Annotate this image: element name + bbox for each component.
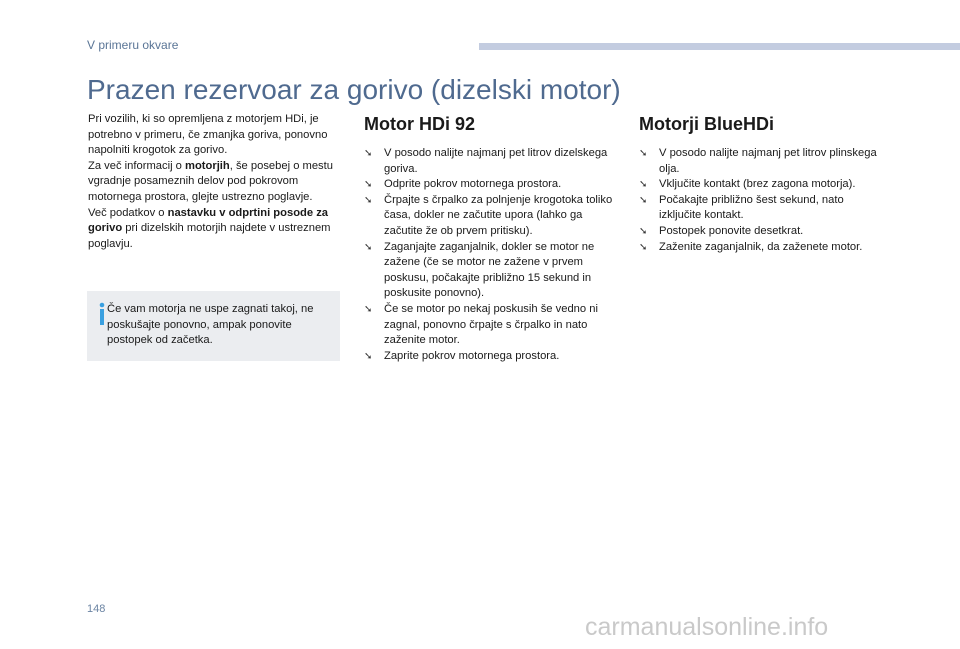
- note-text: Če vam motorja ne uspe zagnati takoj, ne poskušajte ponovno, ampak ponovite postopek od začetka.: [107, 303, 314, 347]
- page-number: 148: [87, 603, 106, 615]
- arrow-bullet-icon: ➘: [364, 350, 373, 362]
- arrow-bullet-icon: ➘: [364, 179, 373, 191]
- note-box: [87, 291, 340, 361]
- hdi92-heading: Motor HDi 92: [364, 114, 476, 134]
- list-item: [364, 240, 619, 302]
- bluehdi-column: [639, 113, 889, 255]
- arrow-bullet-icon: ➘: [639, 194, 648, 206]
- arrow-bullet-icon: ➘: [639, 148, 648, 159]
- list-item: [639, 224, 889, 240]
- list-item: [639, 240, 889, 256]
- step-text: V posodo nalijte najmanj pet litrov plinskega olja.: [659, 147, 877, 175]
- intro-text: Več podatkov o: [88, 206, 168, 219]
- step-text: V posodo nalijte najmanj pet litrov dizelskega goriva.: [384, 147, 608, 175]
- list-item: [364, 193, 619, 240]
- intro-text: Za več informacij o: [88, 159, 185, 172]
- step-text: Zaženite zaganjalnik, da zaženete motor.: [659, 240, 863, 253]
- intro-bold-term: nastavku v odprtini posode za gorivo: [88, 206, 329, 235]
- list-item: [364, 146, 619, 177]
- header-rule: [479, 43, 960, 50]
- arrow-bullet-icon: ➘: [364, 241, 373, 253]
- list-item: [639, 146, 889, 177]
- step-text: Odprite pokrov motornega prostora.: [384, 178, 562, 191]
- step-text: Postopek ponovite desetkrat.: [659, 224, 804, 237]
- step-text: Črpajte s črpalko za polnjenje krogotoka toliko časa, dokler ne začutite upora (lahko ga začutite že ob prvem pritisku).: [384, 193, 613, 237]
- intro-bold-term: motorjih: [185, 159, 230, 172]
- arrow-bullet-icon: ➘: [639, 241, 648, 253]
- arrow-bullet-icon: ➘: [364, 303, 373, 315]
- page-title: Prazen rezervoar za gorivo (dizelski motor): [87, 74, 621, 105]
- arrow-bullet-icon: ➘: [364, 194, 373, 206]
- arrow-bullet-icon: ➘: [639, 179, 648, 191]
- intro-column: [88, 112, 338, 252]
- intro-text: pri dizelskih motorjih najdete v ustreznem poglavju.: [88, 222, 331, 250]
- intro-paragraph-1: Pri vozilih, ki so opremljena z motorjem HDi, je potrebno v primeru, če zmanjka goriva, ponovno napolniti krogotok za gorivo.: [88, 113, 328, 157]
- list-item: [364, 349, 619, 365]
- bluehdi-heading: Motorji BlueHDi: [639, 114, 774, 134]
- list-item: [364, 302, 619, 349]
- step-text: Če se motor po nekaj poskusih še vedno ni zagnal, ponovno črpajte s črpalko in nato zaženite motor.: [384, 302, 598, 347]
- arrow-bullet-icon: ➘: [639, 225, 648, 237]
- intro-paragraph-2: [88, 159, 338, 206]
- list-item: [639, 177, 889, 193]
- list-item: [639, 193, 889, 224]
- hdi92-column: [364, 113, 619, 364]
- section-label: V primeru okvare: [87, 38, 179, 52]
- step-text: Zaganjajte zaganjalnik, dokler se motor ne zažene (če se motor ne zažene v prvem poskusu, počakajte približno 15 sekund in poskusite ponovno).: [384, 240, 595, 300]
- bluehdi-steps: [639, 146, 889, 255]
- step-text: Zaprite pokrov motornega prostora.: [384, 349, 560, 362]
- step-text: Vključite kontakt (brez zagona motorja).: [659, 178, 856, 191]
- hdi92-steps: [364, 146, 619, 364]
- step-text: Počakajte približno šest sekund, nato izključite kontakt.: [659, 193, 844, 222]
- intro-text: , še posebej o mestu vgradnje posameznih delov pod pokrovom motornega prostora, glejte ustrezno poglavje.: [88, 159, 333, 203]
- arrow-bullet-icon: ➘: [364, 148, 373, 159]
- watermark: carmanualsonline.info: [585, 613, 829, 641]
- list-item: [364, 177, 619, 193]
- intro-paragraph-3: [88, 206, 338, 253]
